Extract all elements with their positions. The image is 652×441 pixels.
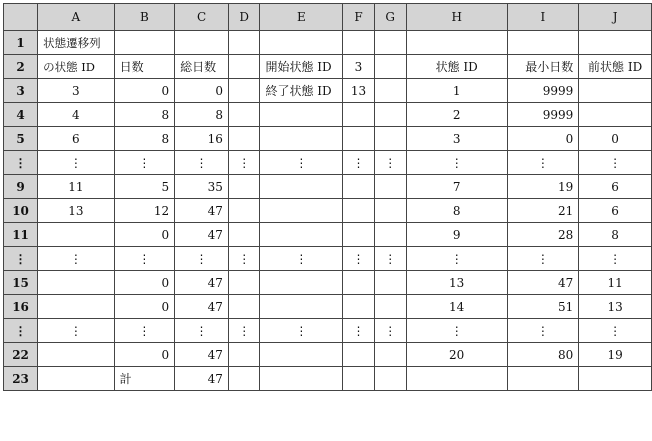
cell-i[interactable]: 19 <box>507 175 579 199</box>
table-row <box>4 151 652 175</box>
cell-g[interactable] <box>374 367 406 391</box>
cell-f[interactable] <box>343 295 374 319</box>
cell-a[interactable]: 4 <box>38 103 115 127</box>
row-header[interactable]: 16 <box>4 295 38 319</box>
cell-a[interactable]: 6 <box>38 127 115 151</box>
cell-d[interactable] <box>228 343 259 367</box>
cell-j[interactable]: ⋮ <box>579 319 652 343</box>
table-row <box>4 127 652 151</box>
row-header[interactable]: 3 <box>4 79 38 103</box>
cell-i[interactable]: 47 <box>507 271 579 295</box>
cell-i[interactable]: 最小日数 <box>507 55 579 79</box>
cell-b[interactable]: ⋮ <box>114 151 175 175</box>
cell-i[interactable]: 28 <box>507 223 579 247</box>
cell-g[interactable] <box>374 223 406 247</box>
table-row <box>4 103 652 127</box>
cell-b[interactable] <box>114 31 175 55</box>
cell-i[interactable]: ⋮ <box>507 319 579 343</box>
cell-a[interactable]: ⋮ <box>38 319 115 343</box>
cell-j[interactable]: 13 <box>579 295 652 319</box>
column-header-b[interactable]: B <box>114 4 175 31</box>
cell-j[interactable] <box>579 79 652 103</box>
row-header[interactable]: ⋮ <box>4 151 38 175</box>
cell-e[interactable] <box>260 367 343 391</box>
cell-j[interactable]: 6 <box>579 175 652 199</box>
cell-g[interactable]: ⋮ <box>374 319 406 343</box>
cell-g[interactable] <box>374 79 406 103</box>
cell-e[interactable]: 開始状態 ID <box>260 55 343 79</box>
cell-d[interactable]: ⋮ <box>228 247 259 271</box>
cell-i[interactable]: ⋮ <box>507 151 579 175</box>
row-header[interactable]: ⋮ <box>4 247 38 271</box>
cell-f[interactable] <box>343 175 374 199</box>
cell-b[interactable]: 0 <box>114 343 175 367</box>
cell-a[interactable] <box>38 367 115 391</box>
cell-d[interactable] <box>228 31 259 55</box>
cell-b[interactable]: ⋮ <box>114 247 175 271</box>
table-row <box>4 271 652 295</box>
column-header-a[interactable]: A <box>38 4 115 31</box>
cell-f[interactable] <box>343 223 374 247</box>
row-header[interactable]: 15 <box>4 271 38 295</box>
cell-f[interactable] <box>343 343 374 367</box>
cell-i[interactable] <box>507 31 579 55</box>
cell-i[interactable]: ⋮ <box>507 247 579 271</box>
cell-h[interactable]: ⋮ <box>406 247 507 271</box>
cell-c[interactable]: 47 <box>175 199 229 223</box>
row-header[interactable]: 11 <box>4 223 38 247</box>
cell-c[interactable]: 47 <box>175 223 229 247</box>
cell-d[interactable] <box>228 127 259 151</box>
cell-e[interactable]: ⋮ <box>260 151 343 175</box>
cell-j[interactable]: 前状態 ID <box>579 55 652 79</box>
table-row <box>4 55 652 79</box>
cell-g[interactable] <box>374 343 406 367</box>
cell-f[interactable] <box>343 103 374 127</box>
cell-i[interactable]: 51 <box>507 295 579 319</box>
cell-g[interactable] <box>374 295 406 319</box>
cell-f[interactable] <box>343 31 374 55</box>
cell-f[interactable]: ⋮ <box>343 319 374 343</box>
cell-c[interactable]: 総日数 <box>175 55 229 79</box>
row-header[interactable]: ⋮ <box>4 319 38 343</box>
cell-f[interactable] <box>343 367 374 391</box>
cell-e[interactable] <box>260 343 343 367</box>
cell-h[interactable]: 1 <box>406 79 507 103</box>
cell-h[interactable]: 状態 ID <box>406 55 507 79</box>
table-row <box>4 79 652 103</box>
cell-d[interactable] <box>228 199 259 223</box>
cell-h[interactable]: 20 <box>406 343 507 367</box>
cell-c[interactable]: 47 <box>175 343 229 367</box>
cell-f[interactable]: 13 <box>343 79 374 103</box>
cell-h[interactable]: 3 <box>406 127 507 151</box>
cell-i[interactable]: 0 <box>507 127 579 151</box>
column-header-i[interactable]: I <box>507 4 579 31</box>
cell-e[interactable] <box>260 127 343 151</box>
spreadsheet-grid <box>3 3 652 391</box>
cell-h[interactable]: 7 <box>406 175 507 199</box>
cell-b[interactable]: 0 <box>114 295 175 319</box>
cell-h[interactable]: ⋮ <box>406 319 507 343</box>
cell-e[interactable] <box>260 175 343 199</box>
cell-c[interactable]: 35 <box>175 175 229 199</box>
cell-g[interactable] <box>374 103 406 127</box>
cell-d[interactable]: ⋮ <box>228 319 259 343</box>
cell-h[interactable]: 14 <box>406 295 507 319</box>
cell-a[interactable]: 状態遷移列 <box>38 31 115 55</box>
row-header[interactable]: 5 <box>4 127 38 151</box>
cell-b[interactable]: 12 <box>114 199 175 223</box>
cell-d[interactable] <box>228 79 259 103</box>
cell-d[interactable] <box>228 223 259 247</box>
cell-a[interactable]: 13 <box>38 199 115 223</box>
cell-e[interactable]: ⋮ <box>260 319 343 343</box>
table-row <box>4 247 652 271</box>
row-header[interactable]: 1 <box>4 31 38 55</box>
column-header-d[interactable]: D <box>228 4 259 31</box>
cell-h[interactable]: 2 <box>406 103 507 127</box>
cell-d[interactable] <box>228 295 259 319</box>
cell-a[interactable]: 3 <box>38 79 115 103</box>
row-header[interactable]: 10 <box>4 199 38 223</box>
column-header-f[interactable]: F <box>343 4 374 31</box>
cell-e[interactable]: ⋮ <box>260 247 343 271</box>
cell-b[interactable]: 計 <box>114 367 175 391</box>
cell-i[interactable] <box>507 367 579 391</box>
cell-c[interactable]: 47 <box>175 271 229 295</box>
cell-c[interactable]: 8 <box>175 103 229 127</box>
cell-e[interactable] <box>260 271 343 295</box>
cell-j[interactable]: 8 <box>579 223 652 247</box>
cell-h[interactable] <box>406 31 507 55</box>
cell-j[interactable] <box>579 31 652 55</box>
cell-c[interactable]: ⋮ <box>175 151 229 175</box>
row-header[interactable]: 2 <box>4 55 38 79</box>
row-header[interactable]: 22 <box>4 343 38 367</box>
column-header-c[interactable]: C <box>175 4 229 31</box>
cell-f[interactable]: ⋮ <box>343 151 374 175</box>
cell-d[interactable]: ⋮ <box>228 151 259 175</box>
cell-g[interactable] <box>374 127 406 151</box>
cell-b[interactable]: ⋮ <box>114 319 175 343</box>
table-row <box>4 223 652 247</box>
cell-j[interactable]: 19 <box>579 343 652 367</box>
cell-j[interactable]: ⋮ <box>579 247 652 271</box>
cell-h[interactable]: ⋮ <box>406 151 507 175</box>
cell-b[interactable]: 5 <box>114 175 175 199</box>
cell-c[interactable]: ⋮ <box>175 247 229 271</box>
cell-f[interactable]: ⋮ <box>343 247 374 271</box>
table-row <box>4 343 652 367</box>
cell-a[interactable]: ⋮ <box>38 151 115 175</box>
cell-c[interactable] <box>175 31 229 55</box>
cell-a[interactable] <box>38 223 115 247</box>
cell-j[interactable]: 11 <box>579 271 652 295</box>
cell-e[interactable] <box>260 31 343 55</box>
cell-c[interactable]: 16 <box>175 127 229 151</box>
cell-i[interactable]: 9999 <box>507 103 579 127</box>
cell-g[interactable] <box>374 175 406 199</box>
cell-d[interactable] <box>228 271 259 295</box>
cell-i[interactable]: 80 <box>507 343 579 367</box>
row-header[interactable]: 23 <box>4 367 38 391</box>
column-header-h[interactable]: H <box>406 4 507 31</box>
select-all-corner[interactable] <box>4 4 38 31</box>
cell-g[interactable]: ⋮ <box>374 151 406 175</box>
cell-j[interactable]: ⋮ <box>579 151 652 175</box>
cell-g[interactable] <box>374 199 406 223</box>
cell-g[interactable]: ⋮ <box>374 247 406 271</box>
cell-j[interactable] <box>579 367 652 391</box>
cell-a[interactable]: ⋮ <box>38 247 115 271</box>
cell-d[interactable] <box>228 367 259 391</box>
row-header[interactable]: 9 <box>4 175 38 199</box>
table-row <box>4 319 652 343</box>
cell-c[interactable]: 47 <box>175 367 229 391</box>
table-row <box>4 175 652 199</box>
column-header-row <box>4 4 652 31</box>
cell-d[interactable] <box>228 55 259 79</box>
cell-a[interactable]: 11 <box>38 175 115 199</box>
cell-f[interactable] <box>343 127 374 151</box>
cell-b[interactable]: 0 <box>114 79 175 103</box>
column-header-j[interactable]: J <box>579 4 652 31</box>
cell-f[interactable]: 3 <box>343 55 374 79</box>
cell-a[interactable]: の状態 ID <box>38 55 115 79</box>
cell-b[interactable]: 8 <box>114 103 175 127</box>
cell-c[interactable]: 0 <box>175 79 229 103</box>
cell-d[interactable] <box>228 103 259 127</box>
cell-a[interactable] <box>38 343 115 367</box>
cell-d[interactable] <box>228 175 259 199</box>
cell-g[interactable] <box>374 271 406 295</box>
cell-e[interactable] <box>260 199 343 223</box>
table-row <box>4 199 652 223</box>
cell-b[interactable]: 日数 <box>114 55 175 79</box>
cell-b[interactable]: 8 <box>114 127 175 151</box>
cell-j[interactable] <box>579 103 652 127</box>
cell-g[interactable] <box>374 55 406 79</box>
row-header[interactable]: 4 <box>4 103 38 127</box>
table-row <box>4 367 652 391</box>
cell-i[interactable]: 21 <box>507 199 579 223</box>
cell-e[interactable] <box>260 223 343 247</box>
cell-h[interactable] <box>406 367 507 391</box>
cell-b[interactable]: 0 <box>114 271 175 295</box>
table-row <box>4 31 652 55</box>
cell-i[interactable]: 9999 <box>507 79 579 103</box>
cell-h[interactable]: 9 <box>406 223 507 247</box>
cell-b[interactable]: 0 <box>114 223 175 247</box>
table-row <box>4 295 652 319</box>
cell-g[interactable] <box>374 31 406 55</box>
cell-f[interactable] <box>343 199 374 223</box>
column-header-e[interactable]: E <box>260 4 343 31</box>
cell-h[interactable]: 13 <box>406 271 507 295</box>
cell-j[interactable]: 6 <box>579 199 652 223</box>
cell-a[interactable] <box>38 271 115 295</box>
cell-c[interactable]: ⋮ <box>175 319 229 343</box>
cell-h[interactable]: 8 <box>406 199 507 223</box>
cell-e[interactable]: 終了状態 ID <box>260 79 343 103</box>
cell-e[interactable] <box>260 295 343 319</box>
cell-f[interactable] <box>343 271 374 295</box>
cell-j[interactable]: 0 <box>579 127 652 151</box>
cell-c[interactable]: 47 <box>175 295 229 319</box>
cell-e[interactable] <box>260 103 343 127</box>
cell-a[interactable] <box>38 295 115 319</box>
column-header-g[interactable]: G <box>374 4 406 31</box>
